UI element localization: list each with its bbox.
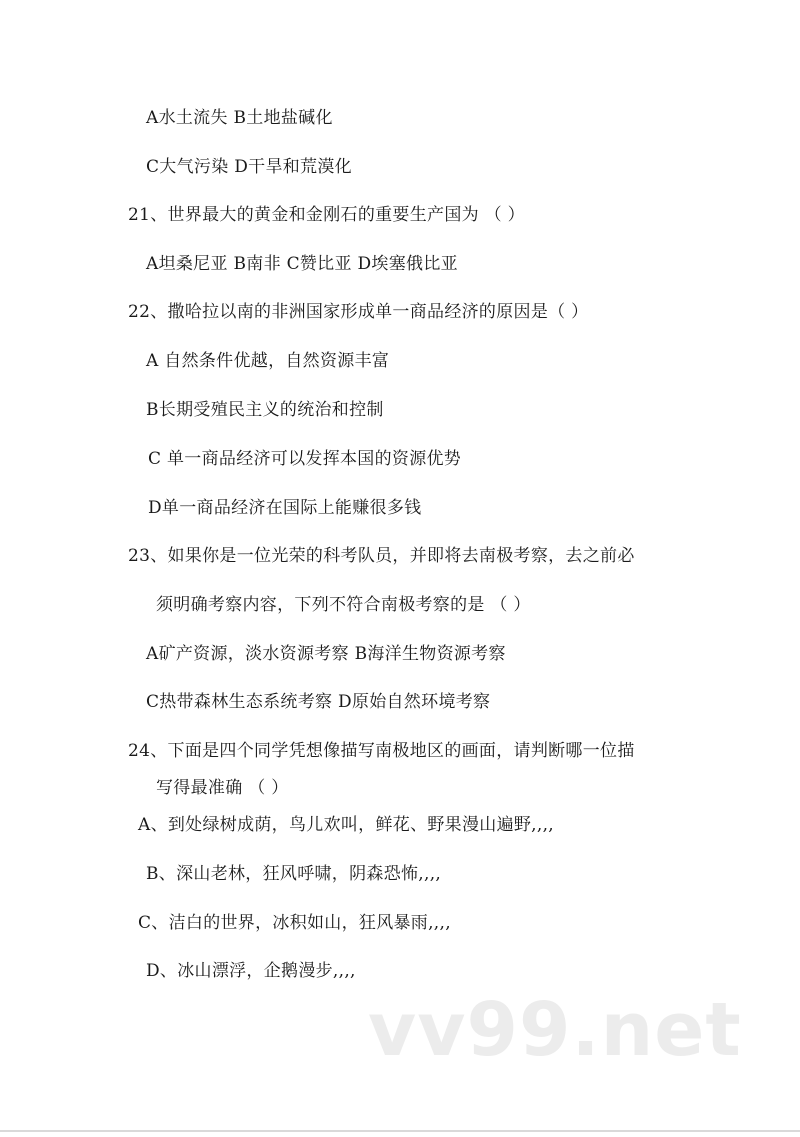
- question-23-line-2: 须明确考察内容，下列不符合南极考察的是 （ ）: [156, 595, 531, 615]
- q24-option-b: B、深山老林，狂风呼啸，阴森恐怖,,,,: [146, 864, 442, 884]
- site-watermark: vv99.net: [368, 987, 742, 1073]
- q23-options-ab: A矿产资源，淡水资源考察 B海洋生物资源考察: [146, 644, 506, 664]
- q24-option-a: A、到处绿树成荫，鸟儿欢叫，鲜花、野果漫山遍野,,,,: [138, 815, 554, 835]
- q22-option-b: B长期受殖民主义的统治和控制: [146, 400, 384, 420]
- q21-options: A坦桑尼亚 B南非 C赞比亚 D埃塞俄比亚: [146, 254, 458, 274]
- q20-options-cd: C大气污染 D干旱和荒漠化: [146, 157, 352, 177]
- q22-option-d: D单一商品经济在国际上能赚很多钱: [148, 498, 422, 518]
- question-24-line-1: 24、下面是四个同学凭想像描写南极地区的画面，请判断哪一位描: [128, 741, 635, 761]
- q20-options-ab: A水土流失 B土地盐碱化: [146, 108, 333, 128]
- q24-option-d: D、冰山漂浮，企鹅漫步,,,,: [146, 961, 356, 981]
- q22-option-a: A 自然条件优越，自然资源丰富: [146, 351, 390, 371]
- q22-option-c: C 单一商品经济可以发挥本国的资源优势: [148, 449, 462, 469]
- question-22: 22、撒哈拉以南的非洲国家形成单一商品经济的原因是（ ）: [128, 302, 589, 322]
- question-21: 21、世界最大的黄金和金刚石的重要生产国为 （ ）: [128, 205, 525, 225]
- question-24-line-2: 写得最准确 （ ）: [156, 778, 289, 798]
- page-bottom-divider: [0, 1130, 800, 1132]
- q24-option-c: C、洁白的世界，冰积如山，狂风暴雨,,,,: [138, 913, 451, 933]
- q23-options-cd: C热带森林生态系统考察 D原始自然环境考察: [146, 692, 491, 712]
- question-23-line-1: 23、如果你是一位光荣的科考队员，并即将去南极考察，去之前必: [128, 546, 635, 566]
